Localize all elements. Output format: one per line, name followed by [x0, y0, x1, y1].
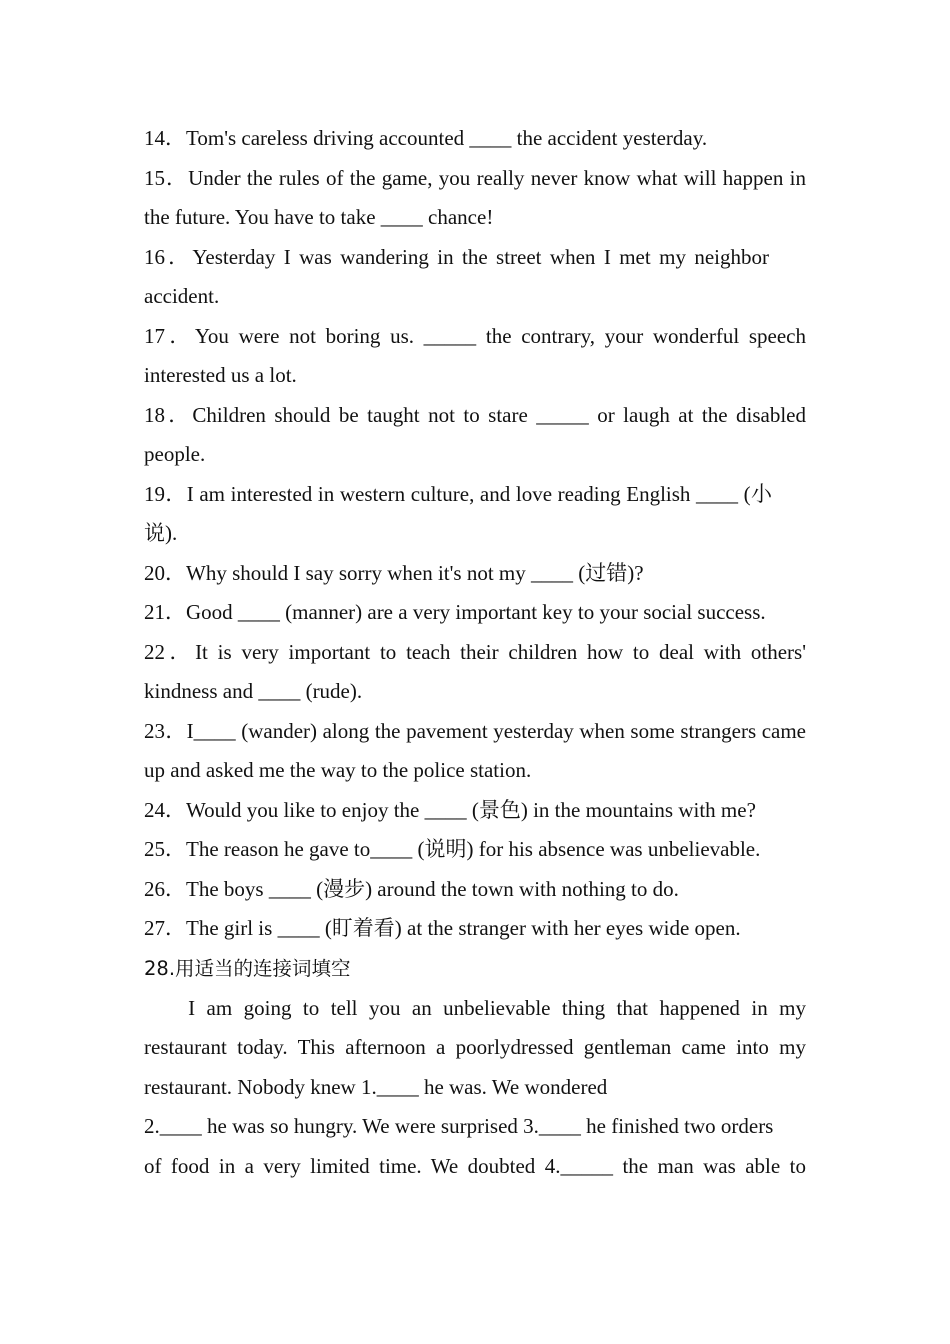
- question-text: The reason he gave to____ (说明) for his absence was unbelievable.: [186, 837, 761, 861]
- question-text: Tom's careless driving accounted ____ the accident yesterday.: [186, 126, 708, 150]
- section-28-heading: 28.用适当的连接词填空: [144, 956, 351, 980]
- question-number: 21．: [144, 600, 186, 624]
- question-number: 27．: [144, 916, 186, 940]
- exercise-content: [144, 119, 806, 1186]
- question-text: Why should I say sorry when it's not my ____ (过错)?: [186, 560, 644, 585]
- question-text: Under the rules of the game, you really never know what will happen in the future. You have to take ____ chance!: [144, 165, 807, 229]
- section-28-paragraph-line: 2.____ he was so hungry. We were surprised 3.____ he finished two orders: [144, 1114, 774, 1138]
- question-number: 14．: [144, 126, 186, 150]
- question-text: Children should be taught not to stare _____ or laugh at the disabled people.: [144, 402, 806, 466]
- question-text: It is very important to teach their children how to deal with others' kindness and ____ (rude).: [144, 639, 807, 703]
- question-24: [144, 791, 806, 831]
- question-number: 24．: [144, 797, 186, 822]
- question-number: 20．: [144, 560, 186, 585]
- question-18: [144, 396, 806, 475]
- question-text: I am interested in western culture, and love reading English ____ (小说).: [144, 481, 773, 545]
- question-19: [144, 475, 772, 554]
- question-number: 17．: [144, 323, 195, 348]
- question-number: 16．: [144, 244, 193, 269]
- question-14: [144, 119, 744, 159]
- question-text: Would you like to enjoy the ____ (景色) in the mountains with me?: [186, 797, 756, 822]
- section-28-paragraph: I am going to tell you an unbelievable thing that happened in my restaurant today. This afternoon a poorlydressed gentleman came into my restaurant. Nobody knew 1.____ he was. We wondered: [144, 995, 806, 1099]
- question-26: [144, 870, 806, 910]
- question-number: 23．: [144, 718, 187, 743]
- question-number: 19．: [144, 481, 187, 506]
- question-text: You were not boring us. _____ the contrary, your wonderful speech interested us a lot.: [144, 323, 807, 387]
- question-number: 22．: [144, 639, 196, 664]
- question-text: The girl is ____ (盯着看) at the stranger with her eyes wide open.: [186, 916, 741, 940]
- question-17: [144, 317, 806, 396]
- question-22: [144, 633, 806, 712]
- question-23: [144, 712, 806, 791]
- question-21: [144, 593, 806, 633]
- question-number: 15．: [144, 165, 189, 190]
- question-number: 25．: [144, 837, 186, 861]
- question-27: [144, 909, 806, 949]
- question-text: Yesterday I was wandering in the street when I met my neighbor accident.: [144, 244, 769, 308]
- question-number: 18．: [144, 402, 193, 427]
- section-28-paragraph-line: of food in a very limited time. We doubted 4._____ the man was able to: [144, 1153, 806, 1178]
- question-20: [144, 554, 806, 594]
- question-number: 26．: [144, 876, 186, 901]
- question-text: I____ (wander) along the pavement yesterday when some strangers came up and asked me the way to the police station.: [144, 718, 807, 782]
- question-25: [144, 830, 806, 870]
- question-16: [144, 238, 769, 317]
- question-text: Good ____ (manner) are a very important key to your social success.: [186, 600, 766, 624]
- question-15: [144, 159, 806, 238]
- question-text: The boys ____ (漫步) around the town with nothing to do.: [186, 876, 679, 901]
